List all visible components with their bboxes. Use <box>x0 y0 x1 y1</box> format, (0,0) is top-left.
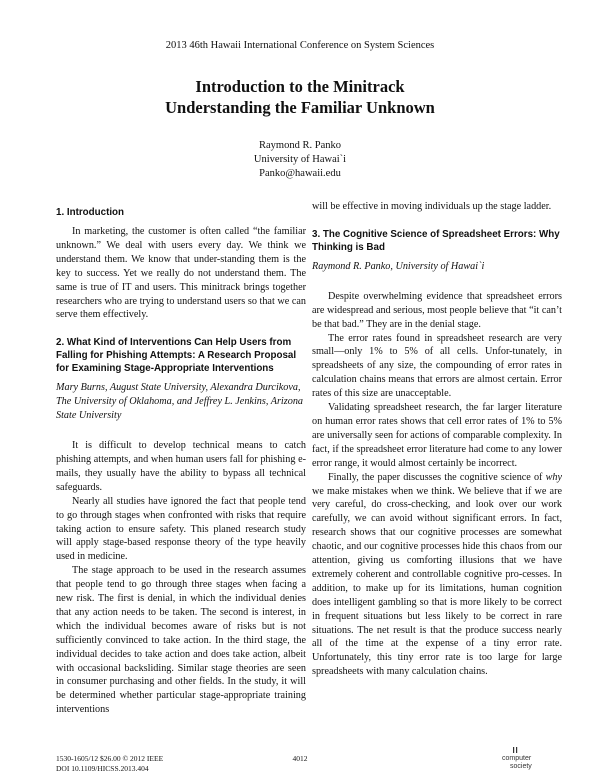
text-run: we make mistakes when we think. We believe that if we are very careful, do cross-checking, and look over our work carefully, we can avoid without significant errors. In fact, research shows that our cognitive processes are somewhat chaotic, and our cognitive processes hide this chaos from our attention, giving us comforting illusions that we have extremely coherent and controllable cognitive pro-cesses. In addition, to make up for its limitations, human cognition does intelligent gambling so that is more likely to be correct in frequent situations but less likely to be correct in rare situations. The net result is that the produce success nearly all of the time at the expense of a tiny error rate. Unfortunately, this tiny error rate is too large for large spreadsheets with many calculation chains. <box>312 485 562 678</box>
paragraph: Nearly all studies have ignored the fact that people tend to go through stages when confronted with risks that require taking action to ensure safety. This planed research study will apply stage-based response theory of the type heavily used in medicine. <box>56 495 306 563</box>
paragraph: Despite overwhelming evidence that spreadsheet errors are widespread and serious, most people believe that “it can’t be that bad.” They are in the denial stage. <box>312 290 562 330</box>
text-run: Finally, the paper discusses the cognitive science of <box>328 471 546 483</box>
section-heading-spreadsheet: 3. The Cognitive Science of Spreadsheet Errors: Why Thinking is Bad <box>312 228 560 253</box>
section-heading-introduction: 1. Introduction <box>56 207 125 218</box>
paper-title <box>0 76 600 118</box>
title-line-1: Introduction to the Minitrack <box>195 77 405 96</box>
author-email: Panko@hawaii.edu <box>259 168 341 179</box>
paragraph: The error rates found in spreadsheet research are very small—only 1% to 5% of all cells. Unfor-tunately, in spreadsheets of any size, the compounding of error rates in calculation chains means that errors are almost certain. Error rates of this size are unacceptable. <box>312 332 562 400</box>
section-heading-phishing: 2. What Kind of Interventions Can Help Users from Falling for Phishing Attempts: A Research Proposal for Examining Stage-Appropriate Interventions <box>56 337 297 375</box>
right-column <box>312 200 562 679</box>
paragraph-continued: will be effective in moving individuals up the stage ladder. <box>312 201 552 212</box>
left-column <box>56 206 306 717</box>
paragraph: It is difficult to develop technical means to catch phishing attempts, and when human users fall for phishing e-mails, they usually have the ability to bypass all technical safeguards. <box>56 440 306 493</box>
page-number: 4012 <box>292 754 308 763</box>
logo-text-bottom: society <box>510 763 532 770</box>
section-authors: Mary Burns, August State University, Alexandra Durcikova, The University of Oklahoma, and Jeffrey L. Jenkins, Arizona State University <box>56 382 304 422</box>
author-block <box>0 139 600 181</box>
emphasis: why <box>545 471 562 483</box>
logo-text-top: computer <box>502 755 532 762</box>
paragraph: In marketing, the customer is often called “the familiar unknown.” We deal with users every day. We think we understand them. We know that under-standing them is the key to success. Yet we really do not understand them. The same is true of IT and users. This minitrack brings together researchers who are trying to understand users so that we can serve them effectively. <box>56 226 306 321</box>
paragraph <box>312 471 562 680</box>
paragraph: The stage approach to be used in the research assumes that people tend to go through three stages when facing a new risk. The first is denial, in which the individual denies that any action needs to be taken. The second is interest, in which the individual becomes aware of risks but is not sufficiently convinced to take action. In the third stage, the individual decides to take action and does take action, albeit with occasional backsliding. Similar stage theories are seen in consumer purchasing and other fields. In the study, it will be determined whether particular stage-appropriate training interventions <box>56 565 306 716</box>
copyright-line: 1530-1605/12 $26.00 © 2012 IEEE <box>56 754 164 763</box>
doi-line: DOI 10.1109/HICSS.2013.404 <box>56 764 149 773</box>
conference-header: 2013 46th Hawaii International Conference on System Sciences <box>165 40 435 51</box>
title-line-2: Understanding the Familiar Unknown <box>165 98 435 117</box>
paragraph: Validating spreadsheet research, the far larger literature on human error rates shows that cell error rates of 1% to 5% are universally seen for actions of comparable complexity. In fact, if the spreadsheet error literature had come to any lower error range, it would almost certainly be incorrect. <box>312 402 562 469</box>
ieee-computer-society-icon <box>496 746 546 772</box>
author-name: Raymond R. Panko <box>259 140 341 151</box>
author-affiliation: University of Hawai`i <box>253 154 347 165</box>
section-author: Raymond R. Panko, University of Hawai`i <box>312 260 485 272</box>
